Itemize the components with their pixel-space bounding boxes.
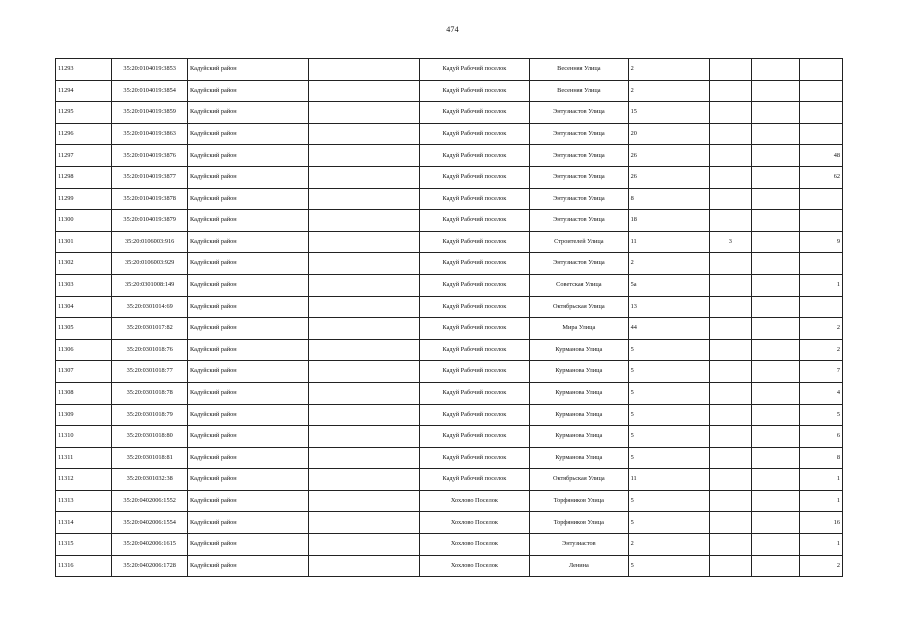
apartment-cell: 48 (799, 145, 842, 167)
cadastral-number-cell: 35:20:0301014:69 (112, 296, 188, 318)
empty-cell (309, 145, 419, 167)
settlement-cell: Кадуй Рабочий поселок (419, 145, 529, 167)
settlement-cell: Кадуй Рабочий поселок (419, 59, 529, 81)
cadastral-number-cell: 35:20:0104019:3859 (112, 102, 188, 124)
house-number-cell: 5а (628, 274, 709, 296)
table-row (56, 123, 843, 145)
record-number-cell: 11315 (56, 534, 112, 556)
extra-cell (751, 123, 799, 145)
empty-cell (309, 361, 419, 383)
apartment-cell: 1 (799, 274, 842, 296)
district-cell: Кадуйский район (188, 102, 309, 124)
cadastral-number-cell: 35:20:0301018:79 (112, 404, 188, 426)
apartment-cell: 5 (799, 404, 842, 426)
empty-cell (309, 253, 419, 275)
record-number-cell: 11307 (56, 361, 112, 383)
record-number-cell: 11303 (56, 274, 112, 296)
settlement-cell: Кадуй Рабочий поселок (419, 188, 529, 210)
cadastral-number-cell: 35:20:0106003:916 (112, 231, 188, 253)
record-number-cell: 11309 (56, 404, 112, 426)
cadastral-number-cell: 35:20:0104019:3876 (112, 145, 188, 167)
extra-cell (751, 318, 799, 340)
house-number-cell: 8 (628, 188, 709, 210)
empty-cell (309, 274, 419, 296)
apartment-cell (799, 59, 842, 81)
apartment-cell (799, 188, 842, 210)
apartment-cell (799, 80, 842, 102)
extra-cell (751, 210, 799, 232)
cadastral-number-cell: 35:20:0301018:77 (112, 361, 188, 383)
settlement-cell: Кадуй Рабочий поселок (419, 80, 529, 102)
table-row (56, 274, 843, 296)
building-cell (709, 426, 751, 448)
table-row (56, 361, 843, 383)
building-cell (709, 274, 751, 296)
settlement-cell: Хохлово Поселок (419, 534, 529, 556)
building-cell (709, 102, 751, 124)
extra-cell (751, 253, 799, 275)
cadastral-number-cell: 35:20:0402006:1552 (112, 490, 188, 512)
building-cell (709, 145, 751, 167)
table-row (56, 534, 843, 556)
cadastral-number-cell: 35:20:0301018:76 (112, 339, 188, 361)
record-number-cell: 11299 (56, 188, 112, 210)
apartment-cell: 8 (799, 447, 842, 469)
district-cell: Кадуйский район (188, 210, 309, 232)
cadastral-number-cell: 35:20:0301032:38 (112, 469, 188, 491)
house-number-cell: 5 (628, 555, 709, 577)
table-row (56, 426, 843, 448)
settlement-cell: Кадуй Рабочий поселок (419, 296, 529, 318)
building-cell (709, 512, 751, 534)
building-cell (709, 361, 751, 383)
district-cell: Кадуйский район (188, 296, 309, 318)
cadastral-number-cell: 35:20:0301018:80 (112, 426, 188, 448)
record-number-cell: 11295 (56, 102, 112, 124)
cadastral-number-cell: 35:20:0104019:3878 (112, 188, 188, 210)
record-number-cell: 11310 (56, 426, 112, 448)
cadastral-number-cell: 35:20:0402006:1615 (112, 534, 188, 556)
street-cell: Энтузиастов Улица (530, 166, 629, 188)
table-row (56, 555, 843, 577)
empty-cell (309, 166, 419, 188)
extra-cell (751, 188, 799, 210)
house-number-cell: 2 (628, 59, 709, 81)
settlement-cell: Кадуй Рабочий поселок (419, 426, 529, 448)
settlement-cell: Хохлово Поселок (419, 490, 529, 512)
district-cell: Кадуйский район (188, 145, 309, 167)
house-number-cell: 11 (628, 231, 709, 253)
table-row (56, 382, 843, 404)
table-row (56, 102, 843, 124)
settlement-cell: Кадуй Рабочий поселок (419, 166, 529, 188)
table-row (56, 490, 843, 512)
empty-cell (309, 490, 419, 512)
record-number-cell: 11314 (56, 512, 112, 534)
district-cell: Кадуйский район (188, 534, 309, 556)
house-number-cell: 15 (628, 102, 709, 124)
cadastral-number-cell: 35:20:0104019:3863 (112, 123, 188, 145)
apartment-cell (799, 253, 842, 275)
building-cell (709, 555, 751, 577)
house-number-cell: 26 (628, 166, 709, 188)
extra-cell (751, 361, 799, 383)
settlement-cell: Хохлово Поселок (419, 555, 529, 577)
property-registry-table (55, 58, 843, 577)
street-cell: Энтузиастов Улица (530, 123, 629, 145)
house-number-cell: 18 (628, 210, 709, 232)
street-cell: Ленина (530, 555, 629, 577)
table-row (56, 339, 843, 361)
empty-cell (309, 210, 419, 232)
street-cell: Курманова Улица (530, 382, 629, 404)
district-cell: Кадуйский район (188, 253, 309, 275)
cadastral-number-cell: 35:20:0104019:3879 (112, 210, 188, 232)
table-row (56, 296, 843, 318)
extra-cell (751, 512, 799, 534)
empty-cell (309, 59, 419, 81)
cadastral-number-cell: 35:20:0301008:149 (112, 274, 188, 296)
extra-cell (751, 404, 799, 426)
building-cell (709, 534, 751, 556)
table-row (56, 404, 843, 426)
apartment-cell: 2 (799, 555, 842, 577)
record-number-cell: 11296 (56, 123, 112, 145)
apartment-cell: 1 (799, 469, 842, 491)
cadastral-number-cell: 35:20:0106003:929 (112, 253, 188, 275)
empty-cell (309, 382, 419, 404)
district-cell: Кадуйский район (188, 490, 309, 512)
registry-body (56, 59, 843, 577)
table-row (56, 166, 843, 188)
street-cell: Октябрьская Улица (530, 469, 629, 491)
cadastral-number-cell: 35:20:0104019:3853 (112, 59, 188, 81)
street-cell: Курманова Улица (530, 404, 629, 426)
building-cell (709, 188, 751, 210)
building-cell (709, 339, 751, 361)
empty-cell (309, 296, 419, 318)
empty-cell (309, 447, 419, 469)
empty-cell (309, 512, 419, 534)
building-cell (709, 404, 751, 426)
building-cell (709, 210, 751, 232)
district-cell: Кадуйский район (188, 188, 309, 210)
house-number-cell: 13 (628, 296, 709, 318)
district-cell: Кадуйский район (188, 166, 309, 188)
house-number-cell: 26 (628, 145, 709, 167)
empty-cell (309, 318, 419, 340)
settlement-cell: Кадуй Рабочий поселок (419, 274, 529, 296)
extra-cell (751, 274, 799, 296)
extra-cell (751, 469, 799, 491)
settlement-cell: Кадуй Рабочий поселок (419, 447, 529, 469)
building-cell (709, 80, 751, 102)
building-cell (709, 166, 751, 188)
extra-cell (751, 490, 799, 512)
cadastral-number-cell: 35:20:0402006:1728 (112, 555, 188, 577)
house-number-cell: 2 (628, 253, 709, 275)
table-row (56, 447, 843, 469)
empty-cell (309, 80, 419, 102)
district-cell: Кадуйский район (188, 404, 309, 426)
extra-cell (751, 145, 799, 167)
street-cell: Торфяников Улица (530, 490, 629, 512)
empty-cell (309, 188, 419, 210)
extra-cell (751, 534, 799, 556)
house-number-cell: 44 (628, 318, 709, 340)
district-cell: Кадуйский район (188, 339, 309, 361)
record-number-cell: 11312 (56, 469, 112, 491)
apartment-cell: 1 (799, 534, 842, 556)
table-row (56, 80, 843, 102)
building-cell (709, 296, 751, 318)
district-cell: Кадуйский район (188, 512, 309, 534)
street-cell: Энтузиастов Улица (530, 210, 629, 232)
building-cell (709, 253, 751, 275)
extra-cell (751, 166, 799, 188)
extra-cell (751, 426, 799, 448)
empty-cell (309, 339, 419, 361)
extra-cell (751, 555, 799, 577)
settlement-cell: Кадуй Рабочий поселок (419, 382, 529, 404)
house-number-cell: 5 (628, 447, 709, 469)
building-cell (709, 490, 751, 512)
district-cell: Кадуйский район (188, 123, 309, 145)
apartment-cell: 6 (799, 426, 842, 448)
empty-cell (309, 469, 419, 491)
street-cell: Энтузиастов Улица (530, 102, 629, 124)
extra-cell (751, 80, 799, 102)
street-cell: Курманова Улица (530, 426, 629, 448)
empty-cell (309, 123, 419, 145)
extra-cell (751, 231, 799, 253)
street-cell: Мира Улица (530, 318, 629, 340)
district-cell: Кадуйский район (188, 361, 309, 383)
street-cell: Строителей Улица (530, 231, 629, 253)
cadastral-number-cell: 35:20:0301018:81 (112, 447, 188, 469)
table-row (56, 145, 843, 167)
house-number-cell: 5 (628, 404, 709, 426)
extra-cell (751, 339, 799, 361)
empty-cell (309, 534, 419, 556)
settlement-cell: Кадуй Рабочий поселок (419, 469, 529, 491)
building-cell (709, 382, 751, 404)
street-cell: Торфяников Улица (530, 512, 629, 534)
extra-cell (751, 59, 799, 81)
cadastral-number-cell: 35:20:0104019:3877 (112, 166, 188, 188)
apartment-cell: 62 (799, 166, 842, 188)
apartment-cell: 16 (799, 512, 842, 534)
house-number-cell: 20 (628, 123, 709, 145)
street-cell: Курманова Улица (530, 361, 629, 383)
extra-cell (751, 296, 799, 318)
table-row (56, 231, 843, 253)
extra-cell (751, 447, 799, 469)
empty-cell (309, 555, 419, 577)
building-cell (709, 123, 751, 145)
settlement-cell: Кадуй Рабочий поселок (419, 318, 529, 340)
record-number-cell: 11306 (56, 339, 112, 361)
settlement-cell: Кадуй Рабочий поселок (419, 361, 529, 383)
apartment-cell: 4 (799, 382, 842, 404)
building-cell (709, 447, 751, 469)
street-cell: Энтузиастов Улица (530, 188, 629, 210)
apartment-cell (799, 102, 842, 124)
street-cell: Весенняя Улица (530, 80, 629, 102)
table-row (56, 188, 843, 210)
table-row (56, 512, 843, 534)
building-cell (709, 318, 751, 340)
house-number-cell: 5 (628, 339, 709, 361)
street-cell: Октябрьская Улица (530, 296, 629, 318)
house-number-cell: 11 (628, 469, 709, 491)
record-number-cell: 11316 (56, 555, 112, 577)
apartment-cell: 2 (799, 339, 842, 361)
extra-cell (751, 382, 799, 404)
empty-cell (309, 404, 419, 426)
district-cell: Кадуйский район (188, 447, 309, 469)
record-number-cell: 11302 (56, 253, 112, 275)
settlement-cell: Кадуй Рабочий поселок (419, 339, 529, 361)
street-cell: Энтузиастов Улица (530, 145, 629, 167)
street-cell: Энтузиастов (530, 534, 629, 556)
district-cell: Кадуйский район (188, 231, 309, 253)
record-number-cell: 11308 (56, 382, 112, 404)
settlement-cell: Хохлово Поселок (419, 512, 529, 534)
district-cell: Кадуйский район (188, 59, 309, 81)
record-number-cell: 11294 (56, 80, 112, 102)
table-row (56, 318, 843, 340)
record-number-cell: 11300 (56, 210, 112, 232)
house-number-cell: 5 (628, 490, 709, 512)
street-cell: Весенняя Улица (530, 59, 629, 81)
house-number-cell: 5 (628, 361, 709, 383)
district-cell: Кадуйский район (188, 469, 309, 491)
record-number-cell: 11304 (56, 296, 112, 318)
district-cell: Кадуйский район (188, 382, 309, 404)
apartment-cell (799, 123, 842, 145)
building-cell: 3 (709, 231, 751, 253)
table-row (56, 469, 843, 491)
building-cell (709, 469, 751, 491)
cadastral-number-cell: 35:20:0301018:78 (112, 382, 188, 404)
table-row (56, 210, 843, 232)
cadastral-number-cell: 35:20:0402006:1554 (112, 512, 188, 534)
record-number-cell: 11301 (56, 231, 112, 253)
record-number-cell: 11297 (56, 145, 112, 167)
record-number-cell: 11313 (56, 490, 112, 512)
settlement-cell: Кадуй Рабочий поселок (419, 210, 529, 232)
street-cell: Энтузиастов Улица (530, 253, 629, 275)
apartment-cell: 1 (799, 490, 842, 512)
street-cell: Курманова Улица (530, 339, 629, 361)
apartment-cell (799, 296, 842, 318)
cadastral-number-cell: 35:20:0104019:3854 (112, 80, 188, 102)
table-row (56, 59, 843, 81)
extra-cell (751, 102, 799, 124)
house-number-cell: 5 (628, 382, 709, 404)
settlement-cell: Кадуй Рабочий поселок (419, 102, 529, 124)
building-cell (709, 59, 751, 81)
apartment-cell (799, 210, 842, 232)
apartment-cell: 2 (799, 318, 842, 340)
empty-cell (309, 102, 419, 124)
record-number-cell: 11293 (56, 59, 112, 81)
house-number-cell: 5 (628, 426, 709, 448)
street-cell: Советская Улица (530, 274, 629, 296)
district-cell: Кадуйский район (188, 80, 309, 102)
settlement-cell: Кадуй Рабочий поселок (419, 123, 529, 145)
street-cell: Курманова Улица (530, 447, 629, 469)
empty-cell (309, 231, 419, 253)
district-cell: Кадуйский район (188, 555, 309, 577)
house-number-cell: 2 (628, 534, 709, 556)
page-number: 474 (446, 25, 459, 34)
empty-cell (309, 426, 419, 448)
district-cell: Кадуйский район (188, 318, 309, 340)
settlement-cell: Кадуй Рабочий поселок (419, 404, 529, 426)
table-row (56, 253, 843, 275)
district-cell: Кадуйский район (188, 426, 309, 448)
cadastral-number-cell: 35:20:0301017:82 (112, 318, 188, 340)
house-number-cell: 5 (628, 512, 709, 534)
settlement-cell: Кадуй Рабочий поселок (419, 253, 529, 275)
record-number-cell: 11305 (56, 318, 112, 340)
apartment-cell: 9 (799, 231, 842, 253)
apartment-cell: 7 (799, 361, 842, 383)
district-cell: Кадуйский район (188, 274, 309, 296)
record-number-cell: 11298 (56, 166, 112, 188)
settlement-cell: Кадуй Рабочий поселок (419, 231, 529, 253)
record-number-cell: 11311 (56, 447, 112, 469)
house-number-cell: 2 (628, 80, 709, 102)
